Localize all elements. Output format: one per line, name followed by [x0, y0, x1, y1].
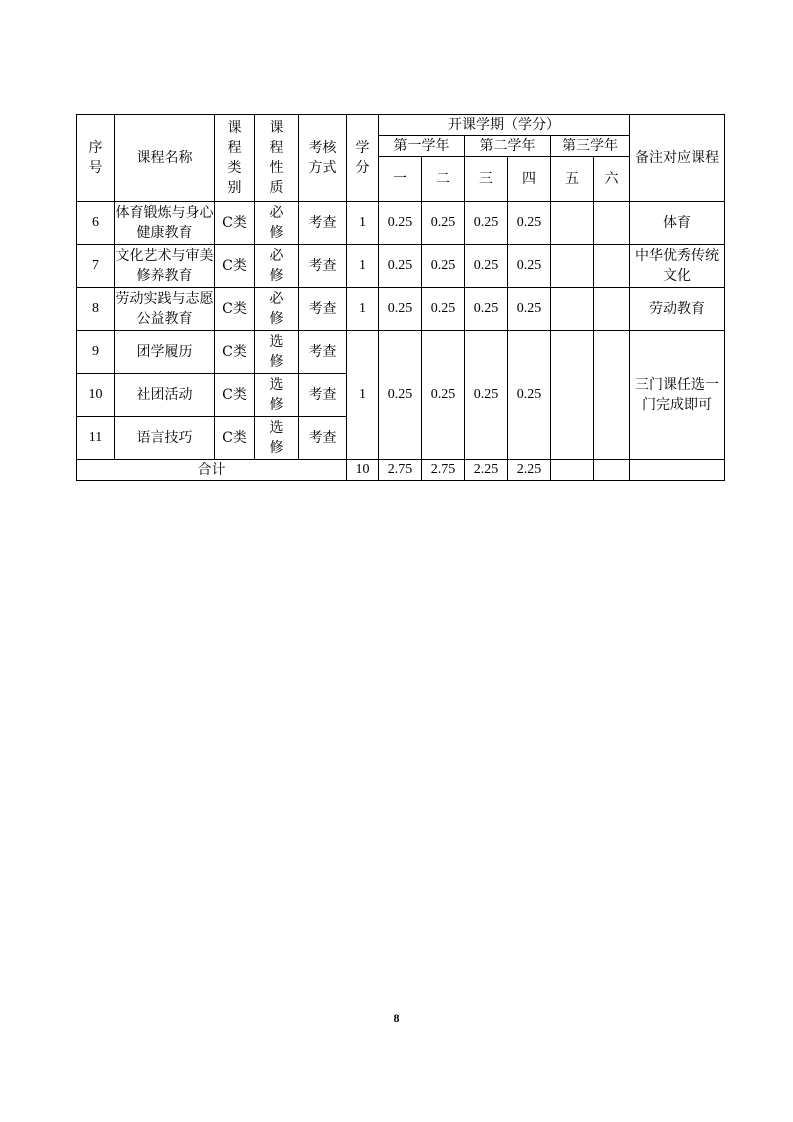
- header-sem6: 六: [594, 157, 630, 202]
- cell-seq: 7: [77, 245, 115, 288]
- cell-sem1: 0.25: [379, 245, 422, 288]
- cell-category: C类: [215, 331, 255, 374]
- cell-sem6: [594, 245, 630, 288]
- header-assess: 考核方式: [299, 115, 347, 202]
- cell-category: C类: [215, 245, 255, 288]
- cell-nature: 必修: [255, 288, 299, 331]
- cell-assess: 考查: [299, 374, 347, 417]
- header-nature: 课程性质: [255, 115, 299, 202]
- cell-nature: 必修: [255, 245, 299, 288]
- cell-category: C类: [215, 202, 255, 245]
- cell-nature: 必修: [255, 202, 299, 245]
- cell-name: 团学履历: [115, 331, 215, 374]
- total-sem3: 2.25: [465, 460, 508, 481]
- header-sem4: 四: [508, 157, 551, 202]
- cell-sem4: 0.25: [508, 245, 551, 288]
- group-sem2: 0.25: [422, 331, 465, 460]
- cell-name: 劳动实践与志愿公益教育: [115, 288, 215, 331]
- cell-nature: 选修: [255, 374, 299, 417]
- header-semesters: 开课学期（学分）: [379, 115, 630, 136]
- group-remark: 三门课任选一门完成即可: [630, 331, 725, 460]
- total-sem6: [594, 460, 630, 481]
- cell-sem3: 0.25: [465, 202, 508, 245]
- cell-sem2: 0.25: [422, 245, 465, 288]
- header-year1: 第一学年: [379, 136, 465, 157]
- total-sem4: 2.25: [508, 460, 551, 481]
- group-credit: 1: [347, 331, 379, 460]
- course-table: [76, 114, 725, 481]
- cell-credit: 1: [347, 202, 379, 245]
- cell-name: 文化艺术与审美修养教育: [115, 245, 215, 288]
- table-row: [77, 288, 725, 331]
- group-sem6: [594, 331, 630, 460]
- header-name: 课程名称: [115, 115, 215, 202]
- cell-sem5: [551, 245, 594, 288]
- cell-seq: 6: [77, 202, 115, 245]
- header-credit: 学分: [347, 115, 379, 202]
- header-sem1: 一: [379, 157, 422, 202]
- page-number: 8: [393, 1011, 400, 1025]
- total-sem5: [551, 460, 594, 481]
- total-sem1: 2.75: [379, 460, 422, 481]
- cell-name: 社团活动: [115, 374, 215, 417]
- header-sem3: 三: [465, 157, 508, 202]
- cell-nature: 选修: [255, 331, 299, 374]
- header-year3: 第三学年: [551, 136, 630, 157]
- group-sem5: [551, 331, 594, 460]
- cell-assess: 考查: [299, 245, 347, 288]
- total-sem2: 2.75: [422, 460, 465, 481]
- cell-sem2: 0.25: [422, 202, 465, 245]
- cell-credit: 1: [347, 245, 379, 288]
- cell-credit: 1: [347, 288, 379, 331]
- group-sem4: 0.25: [508, 331, 551, 460]
- total-remark: [630, 460, 725, 481]
- cell-category: C类: [215, 374, 255, 417]
- header-sem2: 二: [422, 157, 465, 202]
- cell-seq: 8: [77, 288, 115, 331]
- cell-seq: 10: [77, 374, 115, 417]
- cell-sem6: [594, 288, 630, 331]
- cell-sem1: 0.25: [379, 202, 422, 245]
- cell-sem2: 0.25: [422, 288, 465, 331]
- cell-remark: 劳动教育: [630, 288, 725, 331]
- header-seq: 序号: [77, 115, 115, 202]
- table-row: [77, 202, 725, 245]
- total-credit: 10: [347, 460, 379, 481]
- header-year2: 第二学年: [465, 136, 551, 157]
- cell-sem1: 0.25: [379, 288, 422, 331]
- cell-remark: 中华优秀传统文化: [630, 245, 725, 288]
- cell-remark: 体育: [630, 202, 725, 245]
- cell-sem4: 0.25: [508, 202, 551, 245]
- group-sem1: 0.25: [379, 331, 422, 460]
- group-sem3: 0.25: [465, 331, 508, 460]
- table-row: [77, 331, 725, 374]
- cell-name: 体育锻炼与身心健康教育: [115, 202, 215, 245]
- header-category: 课程类别: [215, 115, 255, 202]
- header-sem5: 五: [551, 157, 594, 202]
- cell-name: 语言技巧: [115, 417, 215, 460]
- cell-assess: 考查: [299, 202, 347, 245]
- cell-sem6: [594, 202, 630, 245]
- cell-category: C类: [215, 417, 255, 460]
- total-label: 合计: [77, 460, 347, 481]
- cell-seq: 9: [77, 331, 115, 374]
- cell-sem3: 0.25: [465, 245, 508, 288]
- cell-sem5: [551, 202, 594, 245]
- cell-sem4: 0.25: [508, 288, 551, 331]
- header-remark: 备注对应课程: [630, 115, 725, 202]
- total-row: [77, 460, 725, 481]
- table-row: [77, 245, 725, 288]
- cell-nature: 选修: [255, 417, 299, 460]
- cell-sem5: [551, 288, 594, 331]
- cell-assess: 考查: [299, 288, 347, 331]
- cell-category: C类: [215, 288, 255, 331]
- cell-assess: 考查: [299, 417, 347, 460]
- cell-sem3: 0.25: [465, 288, 508, 331]
- cell-assess: 考查: [299, 331, 347, 374]
- cell-seq: 11: [77, 417, 115, 460]
